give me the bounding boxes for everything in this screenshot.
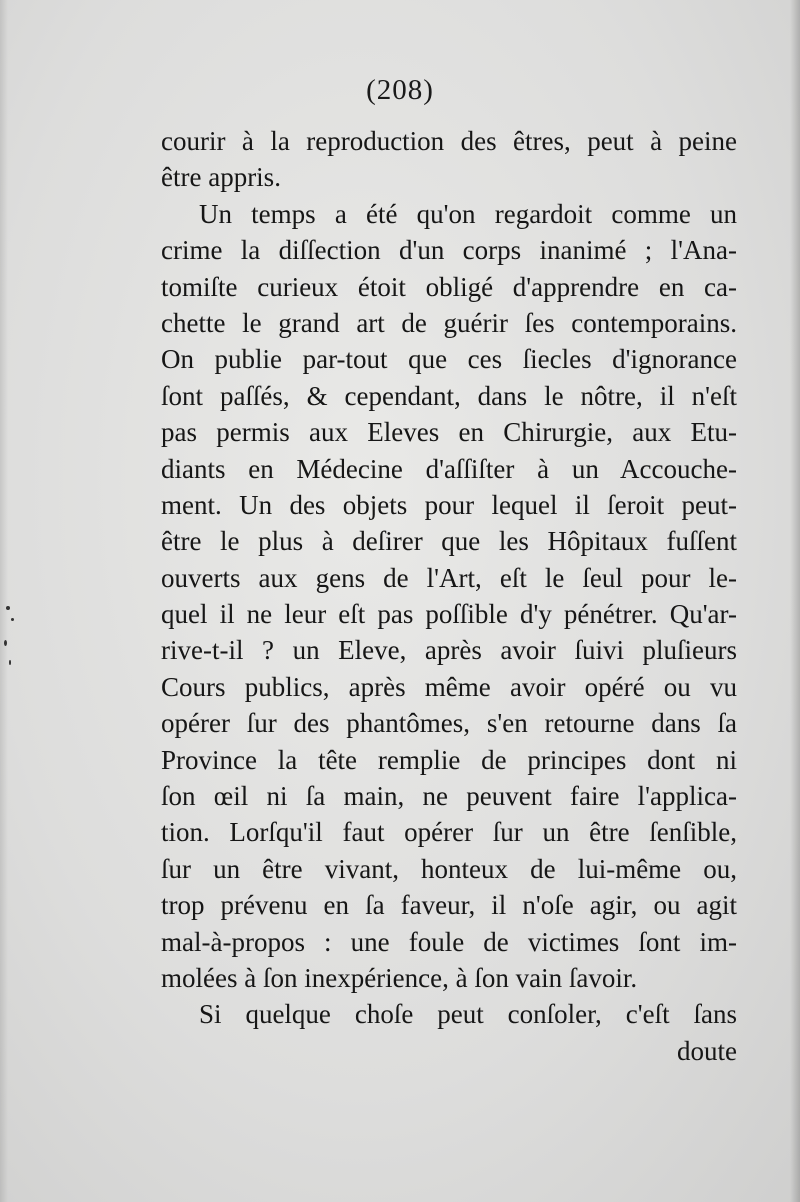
text-line: ouverts aux gens de l'Art, eſt le ſeul pour le-: [161, 562, 737, 593]
text-line: être le plus à deſirer que les Hôpitaux fuſſent: [161, 526, 737, 557]
text-line: ſur un être vivant, honteux de lui-même ou,: [161, 853, 737, 884]
text-line: tomiſte curieux étoit obligé d'apprendre en ca-: [161, 271, 737, 302]
text-line: mal-à-propos : une foule de victimes ſont im-: [161, 926, 737, 957]
catchword: doute: [677, 1035, 737, 1066]
text-line: tion. Lorſqu'il faut opérer ſur un être ſenſible,: [161, 817, 737, 848]
text-line: ſon œil ni ſa main, ne peuvent faire l'applica-: [161, 781, 737, 812]
text-line: Province la tête remplie de principes dont ni: [161, 744, 737, 775]
text-line: être appris.: [161, 162, 281, 193]
page-gutter-shadow: [0, 0, 8, 1202]
text-line: On publie par-tout que ces ſiecles d'ignorance: [161, 344, 737, 375]
text-line: Un temps a été qu'on regardoit comme un: [199, 198, 737, 229]
text-line: ſont paſſés, & cependant, dans le nôtre, il n'eſt: [161, 380, 737, 411]
text-line: trop prévenu en ſa faveur, il n'oſe agir, ou agit: [161, 890, 737, 921]
text-line: Cours publics, après même avoir opéré ou vu: [161, 671, 737, 702]
text-line: molées à ſon inexpérience, à ſon vain ſavoir.: [161, 962, 638, 993]
text-line: diants en Médecine d'aſſiſter à un Accouche-: [161, 453, 737, 484]
page-number: (208): [366, 74, 434, 106]
text-line: courir à la reproduction des êtres, peut à peine: [161, 126, 737, 156]
text-line: pas permis aux Eleves en Chirurgie, aux Etu-: [161, 417, 737, 448]
body-text: [161, 123, 737, 1069]
text-line: quel il ne leur eſt pas poſſible d'y pénétrer. Qu'ar-: [161, 599, 737, 630]
text-line: chette le grand art de guérir ſes contemporains.: [161, 307, 737, 338]
page-edge-shadow: [790, 0, 800, 1202]
text-line: opérer ſur des phantômes, s'en retourne dans ſa: [161, 708, 737, 739]
text-line: Si quelque choſe peut conſoler, c'eſt ſans: [199, 999, 737, 1030]
text-line: crime la diſſection d'un corps inanimé ; l'Ana-: [161, 235, 737, 266]
text-line: rive-t-il ? un Eleve, après avoir ſuivi pluſieurs: [161, 635, 737, 666]
text-line: ment. Un des objets pour lequel il ſeroit peut-: [161, 489, 737, 520]
